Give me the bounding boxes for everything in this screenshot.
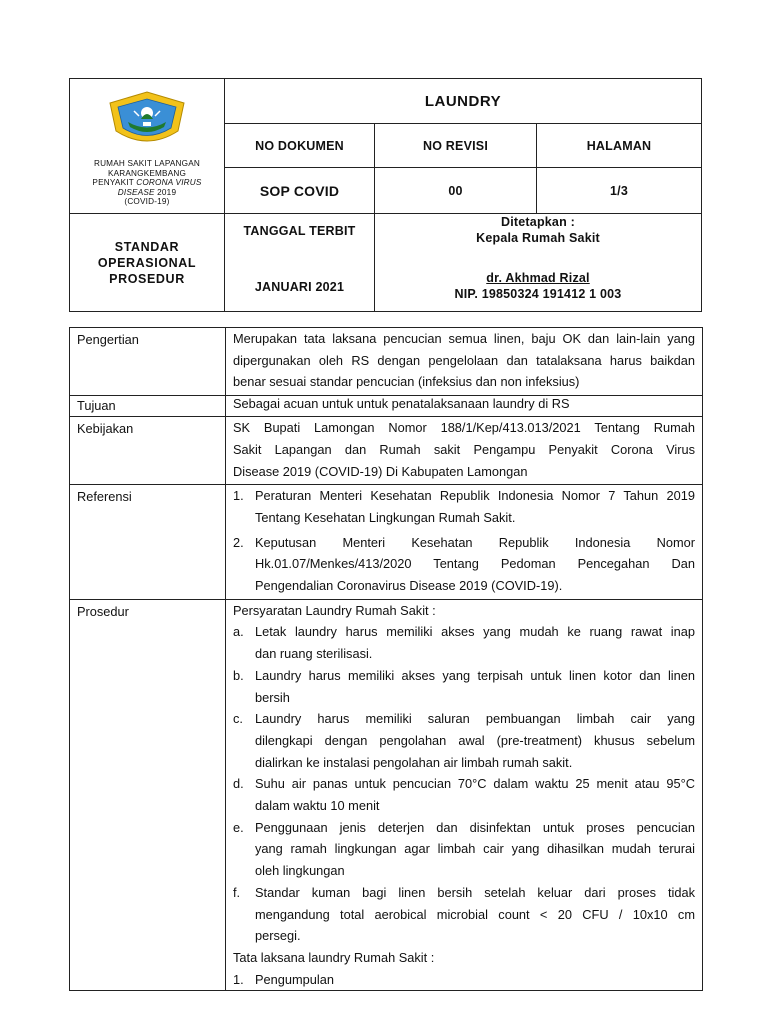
text-line: persegi. bbox=[255, 928, 301, 944]
page-label: HALAMAN bbox=[537, 124, 702, 168]
table-row bbox=[70, 396, 703, 417]
list-item bbox=[233, 621, 695, 664]
table-row bbox=[70, 328, 703, 396]
text-line: yang ramah lingkungan agar limbah cair yang dihasilkan mudah terurai bbox=[255, 841, 695, 857]
text-line: oleh lingkungan bbox=[255, 863, 345, 879]
text-line: Merupakan tata laksana pencucian semua linen, baju OK dan lain-lain yang bbox=[233, 331, 695, 346]
issue-date-cell bbox=[225, 214, 375, 312]
sop-title-line: STANDAR bbox=[114, 239, 180, 254]
row-label: Referensi bbox=[70, 485, 226, 600]
text-line: dilengkapi dengan pengolahan awal (pre-treatment) khusus sebelum bbox=[255, 732, 695, 748]
pengertian-text bbox=[226, 328, 703, 396]
list-item bbox=[233, 773, 695, 816]
text-line: dipergunakan oleh RS dengan pengelolaan dan tatalaksana harus baikdan bbox=[233, 352, 695, 368]
table-row bbox=[70, 485, 703, 600]
text-line: bersih bbox=[255, 689, 290, 705]
hospital-name-italic: CORONA VIRUS bbox=[136, 178, 202, 188]
list-marker: d. bbox=[233, 776, 244, 792]
text-line: Pengumpulan bbox=[255, 971, 334, 987]
signer-name: dr. Akhmad Rizal bbox=[486, 271, 590, 285]
list-marker: e. bbox=[233, 819, 244, 835]
hospital-name-text: PENYAKIT bbox=[92, 178, 137, 188]
text-line: dalam waktu 10 menit bbox=[255, 798, 380, 814]
prosedur-intro: Tata laksana laundry Rumah Sakit : bbox=[233, 949, 435, 965]
list-marker: b. bbox=[233, 667, 244, 683]
approval-label: Ditetapkan : bbox=[501, 215, 575, 229]
sop-content-table bbox=[69, 327, 703, 991]
document-number-value: SOP COVID bbox=[225, 168, 375, 214]
hospital-name-line: (COVID-19) bbox=[124, 197, 170, 207]
issue-date-label: TANGGAL TERBIT bbox=[243, 224, 356, 238]
hospital-name-italic: DISEASE bbox=[117, 187, 155, 197]
list-item bbox=[233, 532, 695, 597]
list-marker: f. bbox=[233, 884, 241, 900]
document-title: LAUNDRY bbox=[225, 79, 702, 124]
text-line: Suhu air panas untuk pencucian 70°C dalam waktu 25 menit atau 95°C bbox=[255, 776, 695, 792]
requirements-list bbox=[233, 621, 695, 947]
hospital-name-text: 2019 bbox=[154, 187, 177, 197]
row-label: Prosedur bbox=[70, 599, 226, 991]
text-line: Keputusan Menteri Kesehatan Republik Indonesia Nomor bbox=[255, 534, 695, 550]
signer-nip: NIP. 19850324 191412 1 003 bbox=[454, 287, 622, 301]
list-item bbox=[233, 485, 695, 528]
approval-cell bbox=[375, 214, 702, 312]
text-line: Sakit Lapangan dan Rumah sakit Pengampu Penyakit Corona Virus bbox=[233, 441, 695, 457]
list-marker: c. bbox=[233, 711, 243, 727]
table-row bbox=[70, 417, 703, 485]
text-line: Tentang Kesehatan Lingkungan Rumah Sakit. bbox=[255, 509, 516, 525]
list-item bbox=[233, 817, 695, 882]
table-row bbox=[70, 599, 703, 991]
page-value: 1/3 bbox=[537, 168, 702, 214]
tujuan-text: Sebagai acuan untuk untuk penatalaksanaan laundry di RS bbox=[226, 396, 703, 417]
prosedur-content bbox=[226, 599, 703, 991]
list-item bbox=[233, 708, 695, 773]
revision-number-label: NO REVISI bbox=[375, 124, 537, 168]
hospital-name bbox=[72, 159, 222, 207]
issue-date-value: JANUARI 2021 bbox=[254, 280, 345, 294]
kebijakan-text bbox=[226, 417, 703, 485]
hospital-name-line bbox=[72, 178, 222, 188]
sop-title-line: PROSEDUR bbox=[109, 271, 185, 286]
prosedur-intro: Persyaratan Laundry Rumah Sakit : bbox=[233, 602, 436, 618]
revision-number-value: 00 bbox=[375, 168, 537, 214]
text-line: Hk.01.07/Menkes/413/2020 Tentang Pedoman Pencegahan Dan bbox=[255, 556, 695, 572]
row-label: Pengertian bbox=[70, 328, 226, 396]
sop-title bbox=[70, 214, 225, 312]
sop-title-line: OPERASIONAL bbox=[97, 255, 197, 270]
hospital-name-line bbox=[72, 188, 222, 198]
text-line: SK Bupati Lamongan Nomor 188/1/Kep/413.013/2021 Tentang Rumah bbox=[233, 420, 695, 436]
document-number-label: NO DOKUMEN bbox=[225, 124, 375, 168]
approval-title: Kepala Rumah Sakit bbox=[476, 231, 600, 245]
text-line: Laundry harus memiliki saluran pembuangan limbah cair yang bbox=[255, 711, 695, 727]
text-line: Pengendalian Coronavirus Disease 2019 (COVID-19). bbox=[255, 578, 563, 594]
text-line: dan ruang sterilisasi. bbox=[255, 646, 373, 662]
text-line: Peraturan Menteri Kesehatan Republik Indonesia Nomor 7 Tahun 2019 bbox=[255, 488, 695, 504]
hospital-emblem-logo bbox=[106, 89, 188, 149]
reference-list bbox=[233, 485, 695, 597]
hospital-name-line: KARANGKEMBANG bbox=[107, 168, 187, 178]
procedure-steps-list bbox=[233, 969, 695, 991]
text-line: mengandung total aerobical microbial count < 20 CFU / 10x10 cm bbox=[255, 906, 695, 922]
list-marker: 2. bbox=[233, 534, 244, 550]
text-line: Standar kuman bagi linen bersih setelah keluar dari proses tidak bbox=[255, 884, 695, 900]
text-line: Disease 2019 (COVID-19) Di Kabupaten Lamongan bbox=[233, 463, 528, 479]
text-line: benar sesuai standar pencucian (infeksius dan non infeksius) bbox=[233, 374, 580, 390]
document-header bbox=[69, 78, 702, 312]
list-item bbox=[233, 665, 695, 708]
list-marker: a. bbox=[233, 624, 244, 640]
hospital-identity-cell bbox=[70, 79, 225, 214]
text-line: Laundry harus memiliki akses yang terpisah untuk linen kotor dan linen bbox=[255, 667, 695, 683]
text-line: Letak laundry harus memiliki akses yang mudah ke ruang rawat inap bbox=[255, 624, 695, 640]
text-line: dialirkan ke instalasi pengolahan air limbah rumah sakit. bbox=[255, 754, 573, 770]
row-label: Kebijakan bbox=[70, 417, 226, 485]
list-marker: 1. bbox=[233, 971, 244, 987]
list-item bbox=[233, 969, 695, 991]
hospital-name-line: RUMAH SAKIT LAPANGAN bbox=[93, 159, 201, 168]
row-label: Tujuan bbox=[70, 396, 226, 417]
list-item bbox=[233, 882, 695, 947]
list-marker: 1. bbox=[233, 488, 244, 504]
referensi-list bbox=[226, 485, 703, 600]
text-line: Penggunaan jenis deterjen dan disinfektan untuk proses pencucian bbox=[255, 819, 695, 835]
